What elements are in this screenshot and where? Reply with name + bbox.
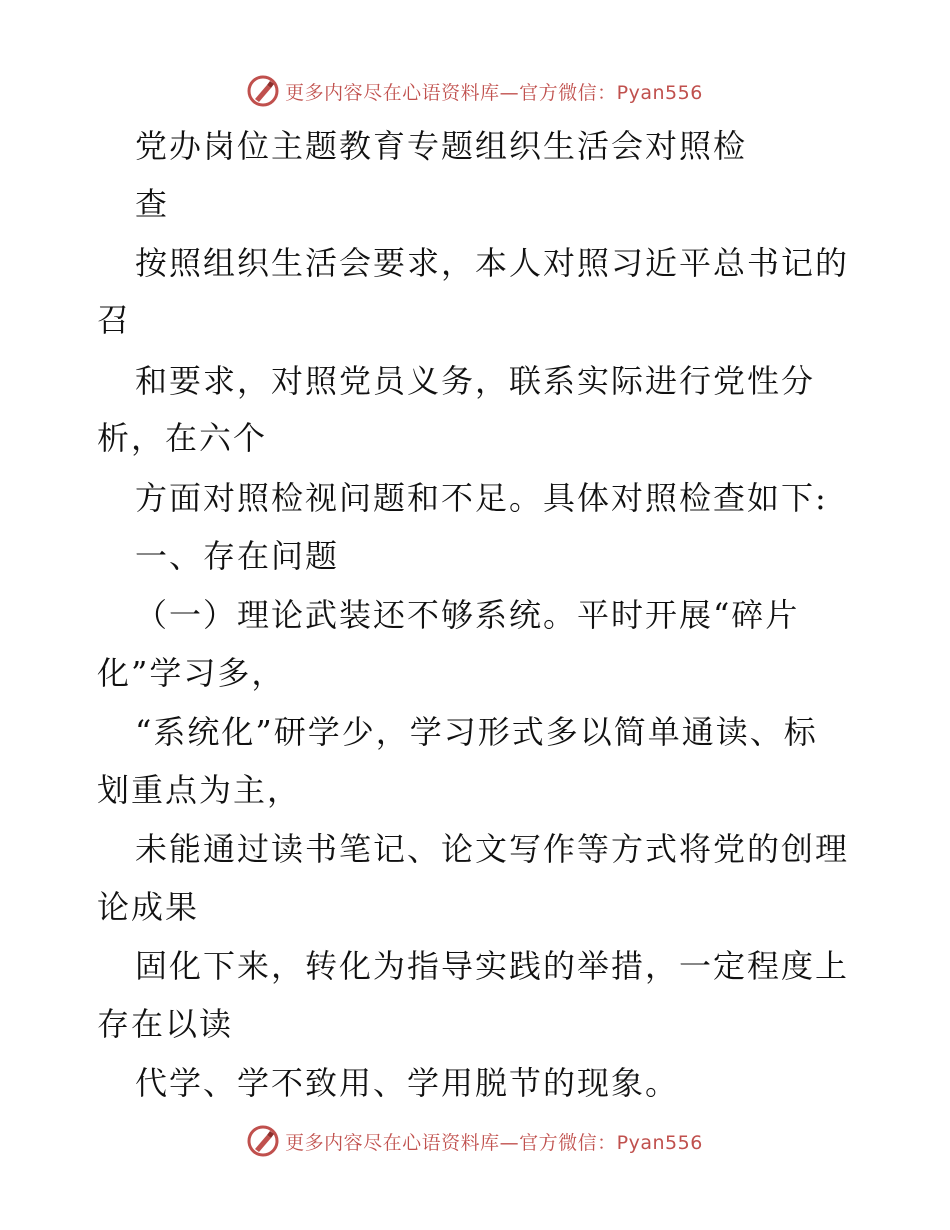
body-line: 固化下来，转化为指导实践的举措，一定程度上	[135, 947, 850, 985]
watermark-text: 更多内容尽在心语资料库—官方微信：Pyan556	[285, 1131, 703, 1154]
body-line: 划重点为主，	[97, 771, 302, 809]
body-line: 未能通过读书笔记、论文写作等方式将党的创理	[135, 830, 850, 868]
body-line: 代学、学不致用、学用脱节的现象。	[135, 1064, 680, 1102]
body-line: 和要求，对照党员义务，联系实际进行党性分	[135, 362, 816, 400]
body-line: 析，在六个	[97, 419, 268, 457]
body-line: 按照组织生活会要求，本人对照习近平总书记的	[135, 244, 850, 282]
pen-logo-icon	[247, 1125, 279, 1157]
pen-logo-icon	[247, 75, 279, 107]
body-line: 召	[97, 301, 132, 339]
body-line: 存在以读	[97, 1005, 234, 1043]
body-line: 方面对照检视问题和不足。具体对照检查如下:	[135, 479, 828, 517]
body-line: （一）理论武装还不够系统。平时开展“碎片	[135, 596, 800, 634]
body-line: 化”学习多，	[97, 654, 286, 692]
section-heading: 一、存在问题	[135, 537, 340, 575]
body-line: “系统化”研学少，学习形式多以简单通读、标	[135, 713, 818, 751]
body-line: 论成果	[97, 888, 200, 926]
document-title-line-2: 查	[135, 185, 170, 223]
document-title-line-1: 党办岗位主题教育专题组织生活会对照检	[135, 127, 748, 165]
watermark-footer	[0, 1121, 950, 1161]
watermark-text: 更多内容尽在心语资料库—官方微信：Pyan556	[285, 81, 703, 104]
watermark-header	[0, 71, 950, 111]
